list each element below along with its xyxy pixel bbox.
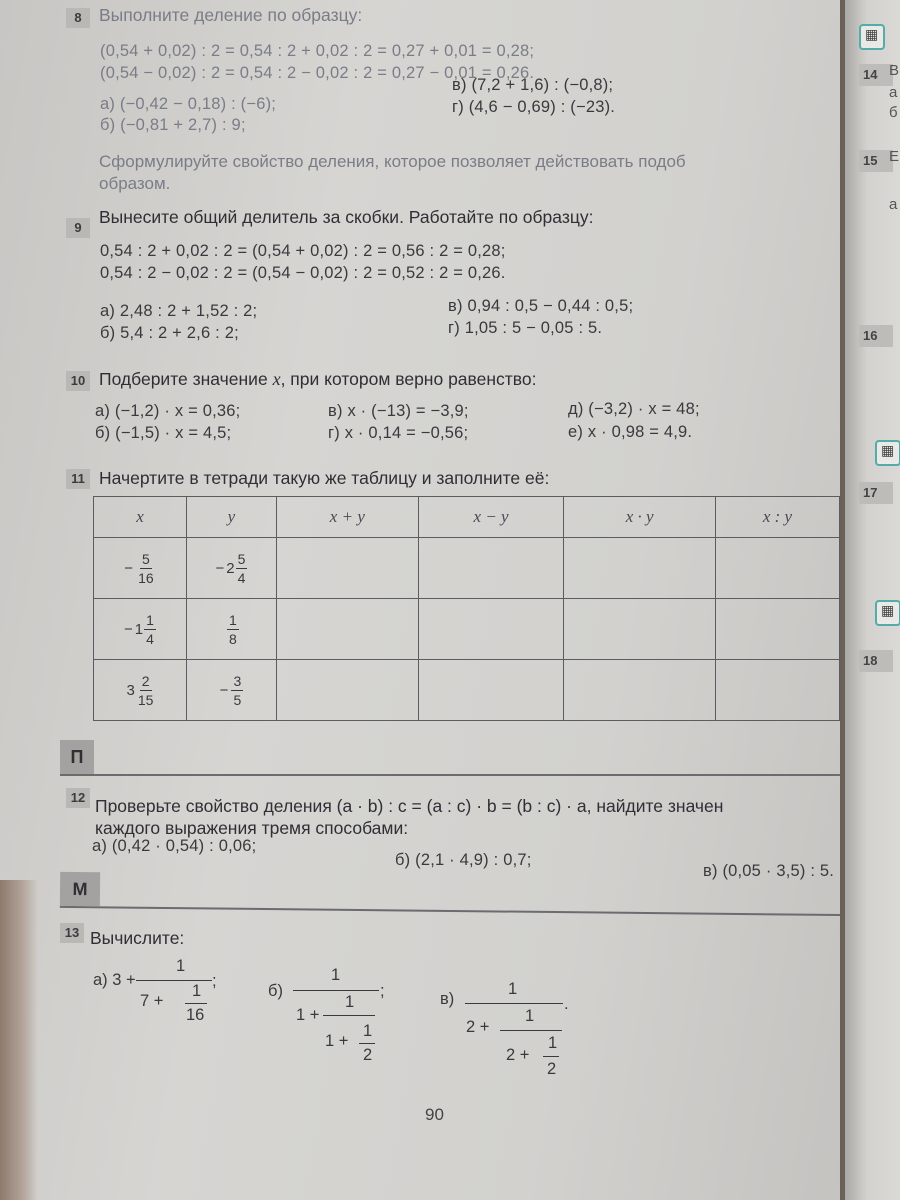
fraction-numerator: 1 xyxy=(345,993,355,1011)
fraction-denominator-part: 7 + xyxy=(140,992,164,1010)
fraction-denominator-part: 1 + xyxy=(296,1006,320,1024)
exercise-10-number: 10 xyxy=(66,371,90,391)
exercise-9-number: 9 xyxy=(66,218,90,238)
table-cell-empty xyxy=(715,599,839,660)
fraction-denominator-part: 2 + xyxy=(466,1018,490,1036)
adjacent-exercise-number: 14 xyxy=(859,64,893,86)
exercise-9-sample-2: 0,54 : 2 − 0,02 : 2 = (0,54 − 0,02) : 2 = 0,52 : 2 = 0,26. xyxy=(100,264,506,282)
table-cell-empty xyxy=(276,660,418,721)
exercise-10-item-v: в) x · (−13) = −3,9; xyxy=(328,402,469,420)
fraction-numerator: 1 xyxy=(192,982,202,1000)
exercise-8-item-g: г) (4,6 − 0,69) : (−23). xyxy=(452,98,616,116)
section-m-label: М xyxy=(60,872,100,906)
exercise-12-title-line-2: каждого выражения тремя способами: xyxy=(95,818,409,838)
fraction-end-mark: . xyxy=(564,995,569,1013)
section-p-bar xyxy=(60,740,840,776)
exercise-8-item-a: а) (−0,42 − 0,18) : (−6); xyxy=(100,95,277,113)
section-m-bar xyxy=(60,872,840,916)
exercise-9-title: Вынесите общий делитель за скобки. Работайте по образцу: xyxy=(99,207,594,227)
table-cell-x: 3 2 15 xyxy=(94,660,187,721)
table-cell-x: − 1 1 4 xyxy=(94,599,187,660)
table-cell-empty xyxy=(418,660,564,721)
table-header-difference: x − y xyxy=(418,497,564,538)
adjacent-exercise-number: 18 xyxy=(859,650,893,672)
exercise-10-item-a: а) (−1,2) · x = 0,36; xyxy=(95,402,241,420)
fraction-numerator: 1 xyxy=(548,1034,558,1052)
exercise-9-item-b: б) 5,4 : 2 + 2,6 : 2; xyxy=(100,324,239,342)
fraction-denominator-part: 1 + xyxy=(325,1032,349,1050)
fraction-bar xyxy=(185,1003,207,1004)
exercise-10-item-b: б) (−1,5) · x = 4,5; xyxy=(95,424,232,442)
exercise-grid-icon xyxy=(875,440,900,466)
adjacent-text-fragment: В xyxy=(889,62,900,79)
table-cell-empty xyxy=(564,660,716,721)
continued-fraction-label: б) xyxy=(268,982,283,1000)
fraction-denominator: 2 xyxy=(363,1046,373,1064)
fraction-denominator: 16 xyxy=(186,1006,205,1024)
continued-fraction-label: в) xyxy=(440,990,455,1008)
table-cell-y: 1 8 xyxy=(186,599,276,660)
fraction-bar xyxy=(293,990,379,991)
exercise-8-sample-2: (0,54 − 0,02) : 2 = 0,54 : 2 − 0,02 : 2 = 0,27 − 0,01 = 0,26. xyxy=(100,64,535,82)
fraction-numerator: 1 xyxy=(331,966,341,984)
table-cell-empty xyxy=(715,660,839,721)
adjacent-text-fragment: а xyxy=(889,196,898,213)
exercise-10-item-g: г) x · 0,14 = −0,56; xyxy=(328,424,469,442)
fraction-denominator-part: 2 + xyxy=(506,1046,530,1064)
table-row xyxy=(94,660,840,721)
fraction-bar xyxy=(500,1030,562,1031)
table-header-row xyxy=(94,497,840,538)
exercise-8-task-line-1: Сформулируйте свойство деления, которое позволяет действовать подоб xyxy=(99,152,686,171)
fraction-denominator: 2 xyxy=(547,1060,557,1078)
table-cell-empty xyxy=(564,599,716,660)
fraction-bar xyxy=(465,1003,563,1004)
table-header-product: x · y xyxy=(564,497,716,538)
exercise-9-sample-1: 0,54 : 2 + 0,02 : 2 = (0,54 + 0,02) : 2 = 0,56 : 2 = 0,28; xyxy=(100,242,506,260)
adjacent-text-fragment: а xyxy=(889,84,898,101)
exercise-grid-icon xyxy=(875,600,900,626)
table-cell-x: − 5 16 xyxy=(94,538,187,599)
exercise-11-number: 11 xyxy=(66,469,90,489)
exercise-12-item-a: а) (0,42 · 0,54) : 0,06; xyxy=(92,837,257,855)
exercise-11-table xyxy=(93,496,840,721)
table-header-sum: x + y xyxy=(276,497,418,538)
exercise-11-title: Начертите в тетради такую же таблицу и заполните её: xyxy=(99,468,550,488)
exercise-12-number: 12 xyxy=(66,788,90,808)
exercise-12-item-v: в) (0,05 · 3,5) : 5. xyxy=(703,862,835,880)
table-row xyxy=(94,599,840,660)
fraction-bar xyxy=(543,1056,559,1057)
table-cell-empty xyxy=(564,538,716,599)
fraction-numerator: 1 xyxy=(525,1007,535,1025)
exercise-10-item-d: д) (−3,2) · x = 48; xyxy=(568,400,700,418)
section-p-label: П xyxy=(60,740,94,774)
exercise-13-title: Вычислите: xyxy=(90,928,185,948)
exercise-8-task-line-2: образом. xyxy=(99,174,171,193)
exercise-13-number: 13 xyxy=(60,923,84,943)
table-row xyxy=(94,538,840,599)
exercise-grid-icon xyxy=(859,24,885,50)
table-cell-empty xyxy=(276,599,418,660)
exercise-9-item-v: в) 0,94 : 0,5 − 0,44 : 0,5; xyxy=(448,297,634,315)
fraction-bar xyxy=(136,980,212,981)
adjacent-exercise-number: 15 xyxy=(859,150,893,172)
table-cell-y: − 3 5 xyxy=(186,660,276,721)
table-cell-empty xyxy=(418,599,564,660)
fraction-end-mark: ; xyxy=(380,982,385,1000)
table-header-y: y xyxy=(186,497,276,538)
exercise-8-title: Выполните деление по образцу: xyxy=(99,5,363,25)
exercise-10-item-e: е) x · 0,98 = 4,9. xyxy=(568,423,693,441)
page-number: 90 xyxy=(425,1105,444,1124)
table-header-x: x xyxy=(94,497,187,538)
fraction-bar xyxy=(323,1015,375,1016)
adjacent-page-strip xyxy=(845,0,900,1200)
table-cell-empty xyxy=(418,538,564,599)
table-cell-y: − 2 5 4 xyxy=(186,538,276,599)
exercise-10-title: Подберите значение x, при котором верно равенство: xyxy=(99,369,537,389)
table-cell-empty xyxy=(715,538,839,599)
adjacent-exercise-number: 17 xyxy=(859,482,893,504)
exercise-12-title-line-1: Проверьте свойство деления (a · b) : c = (a : c) · b = (b : c) · a, найдите значен xyxy=(95,796,724,816)
exercise-8-item-v: в) (7,2 + 1,6) : (−0,8); xyxy=(452,76,614,94)
table-header-quotient: x : y xyxy=(715,497,839,538)
page-shadow xyxy=(0,880,38,1200)
adjacent-exercise-number: 16 xyxy=(859,325,893,347)
fraction-numerator: 1 xyxy=(508,980,518,998)
adjacent-text-fragment: Е xyxy=(889,148,900,165)
table-cell-empty xyxy=(276,538,418,599)
adjacent-text-fragment: б xyxy=(889,104,898,121)
fraction-numerator: 1 xyxy=(363,1022,373,1040)
exercise-9-item-a: а) 2,48 : 2 + 1,52 : 2; xyxy=(100,302,258,320)
exercise-8-sample-1: (0,54 + 0,02) : 2 = 0,54 : 2 + 0,02 : 2 = 0,27 + 0,01 = 0,28; xyxy=(100,42,535,60)
fraction-end-mark: ; xyxy=(212,972,217,990)
exercise-8-item-b: б) (−0,81 + 2,7) : 9; xyxy=(100,116,246,134)
exercise-12-item-b: б) (2,1 · 4,9) : 0,7; xyxy=(395,851,532,869)
fraction-bar xyxy=(359,1043,375,1044)
continued-fraction-label: а) 3 + xyxy=(93,971,136,989)
exercise-9-item-g: г) 1,05 : 5 − 0,05 : 5. xyxy=(448,319,603,337)
exercise-8-number: 8 xyxy=(66,8,90,28)
fraction-numerator: 1 xyxy=(176,957,186,975)
